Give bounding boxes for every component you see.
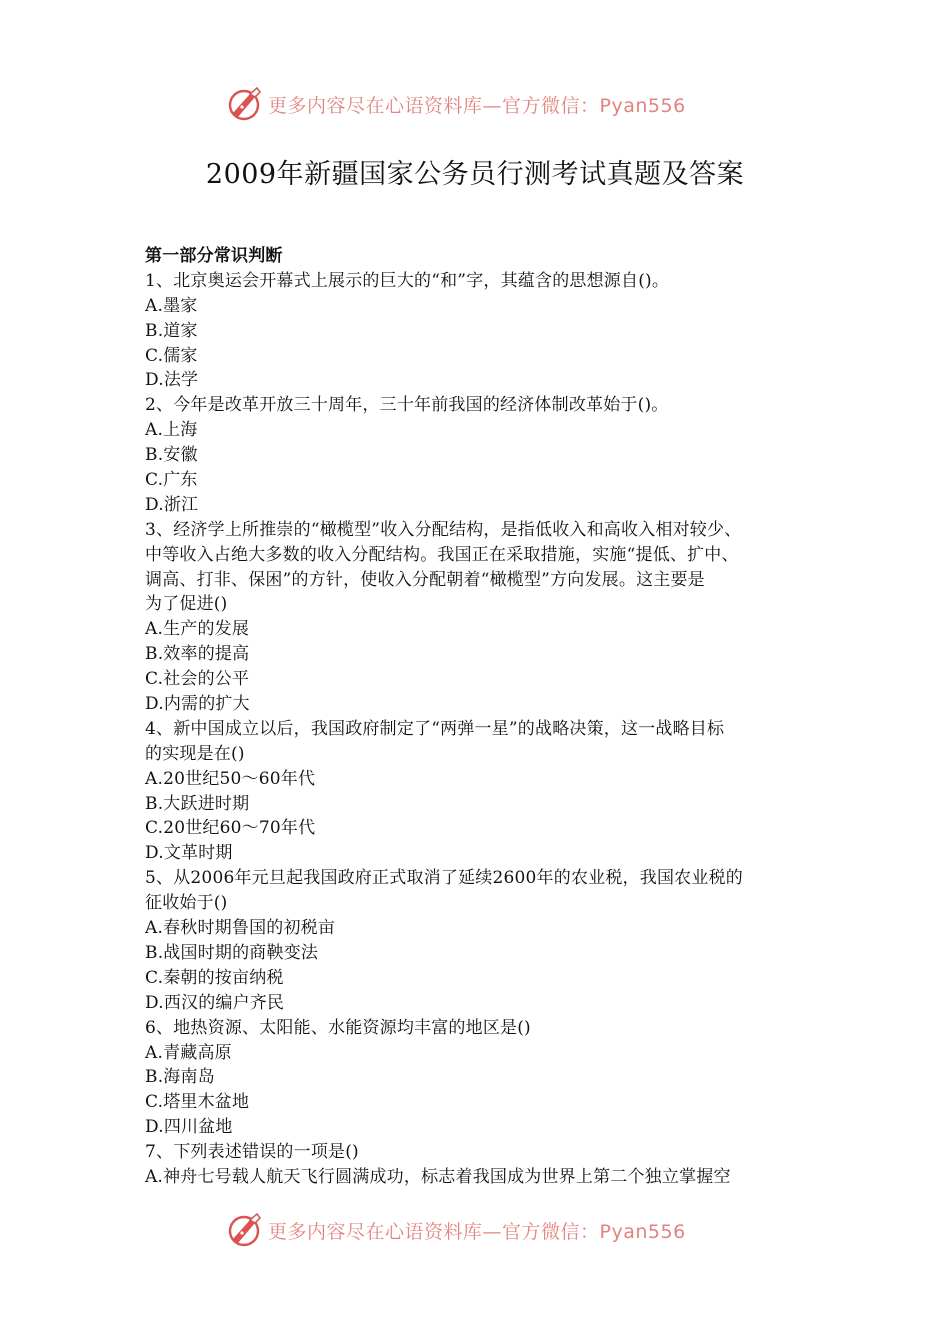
- question-5-cont: 征收始于(): [145, 893, 228, 914]
- option-line: A.生产的发展: [145, 619, 250, 640]
- option-line: B.战国时期的商鞅变法: [145, 942, 319, 963]
- pen-nib-circle-icon: [224, 1210, 264, 1250]
- question-3: 3、经济学上所推崇的“橄榄型”收入分配结构，是指低收入和高收入相对较少、: [145, 519, 742, 540]
- page-title: 2009年新疆国家公务员行测考试真题及答案: [205, 159, 745, 190]
- question-7: 7、下列表述错误的一项是(): [145, 1142, 359, 1163]
- option-line: B.大跃进时期: [145, 793, 250, 814]
- header-banner-content: [224, 82, 686, 126]
- option-line: A.20世纪50～60年代: [145, 768, 316, 789]
- option-line: D.内需的扩大: [145, 694, 250, 715]
- option-line: C.塔里木盆地: [145, 1092, 250, 1113]
- option-line: D.法学: [145, 370, 199, 391]
- footer-banner-wechat-id: Pyan556: [599, 1220, 686, 1243]
- option-line: D.文革时期: [145, 843, 233, 864]
- document-body: [145, 244, 825, 1190]
- question-5: 5、从2006年元旦起我国政府正式取消了延续2600年的农业税，我国农业税的: [145, 868, 743, 889]
- footer-banner: [0, 1208, 950, 1252]
- footer-banner-text: [268, 1217, 686, 1244]
- option-line: A.春秋时期鲁国的初税亩: [145, 918, 336, 939]
- question-3-cont: 中等收入占绝大多数的收入分配结构。我国正在采取措施，实施“提低、扩中、: [145, 544, 739, 565]
- header-banner-wechat-id: Pyan556: [599, 94, 686, 117]
- option-line: A.青藏高原: [145, 1042, 232, 1063]
- option-line: C.20世纪60～70年代: [145, 818, 316, 839]
- option-line: C.社会的公平: [145, 669, 250, 690]
- option-line: A.墨家: [145, 295, 198, 316]
- option-line: D.西汉的编户齐民: [145, 992, 285, 1013]
- option-line: C.广东: [145, 470, 198, 491]
- question-2: 2、今年是改革开放三十周年，三十年前我国的经济体制改革始于()。: [145, 395, 669, 416]
- pen-nib-circle-icon: [224, 84, 264, 124]
- question-3-cont: 调高、打非、保困”的方针，使收入分配朝着“橄榄型”方向发展。这主要是: [145, 569, 705, 590]
- option-line: C.儒家: [145, 345, 198, 366]
- option-line: A.上海: [145, 420, 198, 441]
- header-banner-text: [268, 91, 686, 118]
- option-line: A.神舟七号载人航天飞行圆满成功，标志着我国成为世界上第二个独立掌握空: [145, 1166, 731, 1187]
- option-line: D.四川盆地: [145, 1117, 233, 1138]
- question-4-cont: 的实现是在(): [145, 743, 245, 764]
- option-line: D.浙江: [145, 494, 199, 515]
- footer-banner-content: [224, 1208, 686, 1252]
- option-line: B.效率的提高: [145, 644, 250, 665]
- footer-banner-text-cn: 更多内容尽在心语资料库—官方微信：: [268, 1220, 600, 1243]
- option-line: C.秦朝的按亩纳税: [145, 967, 284, 988]
- question-3-cont: 为了促进(): [145, 594, 228, 615]
- option-line: B.道家: [145, 320, 198, 341]
- question-4: 4、新中国成立以后，我国政府制定了“两弹一星”的战略决策，这一战略目标: [145, 718, 725, 739]
- option-line: B.安徽: [145, 445, 198, 466]
- question-6: 6、地热资源、太阳能、水能资源均丰富的地区是(): [145, 1017, 531, 1038]
- header-banner-text-cn: 更多内容尽在心语资料库—官方微信：: [268, 94, 600, 117]
- section-heading: 第一部分常识判断: [145, 246, 283, 266]
- header-banner: [0, 82, 950, 126]
- option-line: B.海南岛: [145, 1067, 215, 1088]
- question-1: 1、北京奥运会开幕式上展示的巨大的“和”字，其蕴含的思想源自()。: [145, 270, 670, 291]
